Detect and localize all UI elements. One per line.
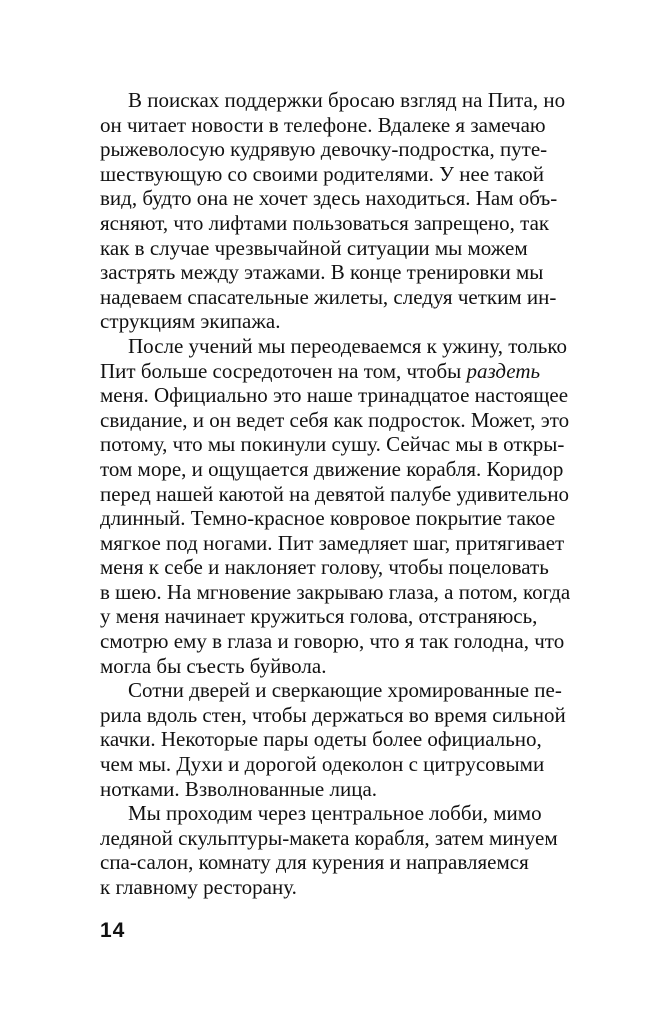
text-line: ясняют, что лифтами пользоваться запрещено, так — [100, 210, 550, 235]
text-line: ледяной скульптуры-макета корабля, затем минуем — [100, 825, 558, 850]
text-line: у меня начинает кружиться голова, отстраняюсь, — [100, 604, 538, 629]
text-line: к главному ресторану. — [100, 875, 297, 899]
text-line: длинный. Темно-красное ковровое покрытие такое — [100, 506, 556, 531]
text-line: Мы проходим через центральное лобби, мимо — [128, 801, 542, 826]
text-line: том море, и ощущается движение корабля. Коридор — [100, 456, 564, 481]
text-line — [100, 359, 586, 384]
text-line: как в случае чрезвычайной ситуации мы можем — [100, 235, 528, 260]
emphasized-word: раздеть — [466, 358, 541, 383]
text-line: качки. Некоторые пары одеты более официально, — [100, 727, 542, 752]
text-line: перед нашей каютой на девятой палубе удивительно — [100, 481, 570, 506]
text-line: мягкое под ногами. Пит замедляет шаг, притягивает — [100, 530, 565, 555]
text-line: рила вдоль стен, чтобы держаться во время сильной — [100, 702, 566, 727]
text-line: Сотни дверей и сверкающие хромированные пе- — [128, 678, 562, 703]
text-line: спа-салон, комнату для курения и направляемся — [100, 850, 529, 875]
body-text — [100, 88, 586, 900]
text-line: В поисках поддержки бросаю взгляд на Пита, но — [128, 88, 566, 112]
text-line: После учений мы переодеваемся к ужину, только — [128, 333, 568, 358]
text-line: в шею. На мгновение закрываю глаза, а потом, когда — [100, 579, 571, 604]
text-line: могла бы съесть буйвола. — [100, 653, 327, 678]
text-line: шествующую со своими родителями. У нее такой — [100, 161, 545, 186]
text-line: чем мы. Духи и дорогой одеколон с цитрусовыми — [100, 752, 545, 777]
text-line: струкциям экипажа. — [100, 309, 281, 334]
text-line: меня. Официально это наше тринадцатое настоящее — [100, 383, 569, 408]
page-number: 14 — [100, 919, 126, 942]
text-line: потому, что мы покинули сушу. Сейчас мы в откры- — [100, 432, 565, 457]
text-line: нотками. Взволнованные лица. — [100, 776, 378, 801]
text-line: застрять между этажами. В конце тренировки мы — [100, 260, 544, 285]
text-line: он читает новости в телефоне. Вдалеке я замечаю — [100, 112, 546, 137]
text-line: надеваем спасательные жилеты, следуя четким ин- — [100, 284, 557, 309]
text-run: Пит больше сосредоточен на том, чтобы — [100, 358, 467, 383]
text-line: смотрю ему в глаза и говорю, что я так голодна, что — [100, 629, 565, 654]
text-line: вид, будто она не хочет здесь находиться. Нам объ- — [100, 186, 558, 211]
text-line: рыжеволосую кудрявую девочку-подростка, путе- — [100, 137, 548, 162]
text-line: свидание, и он ведет себя как подросток. Может, это — [100, 407, 570, 432]
text-line: меня к себе и наклоняет голову, чтобы поцеловать — [100, 555, 549, 580]
